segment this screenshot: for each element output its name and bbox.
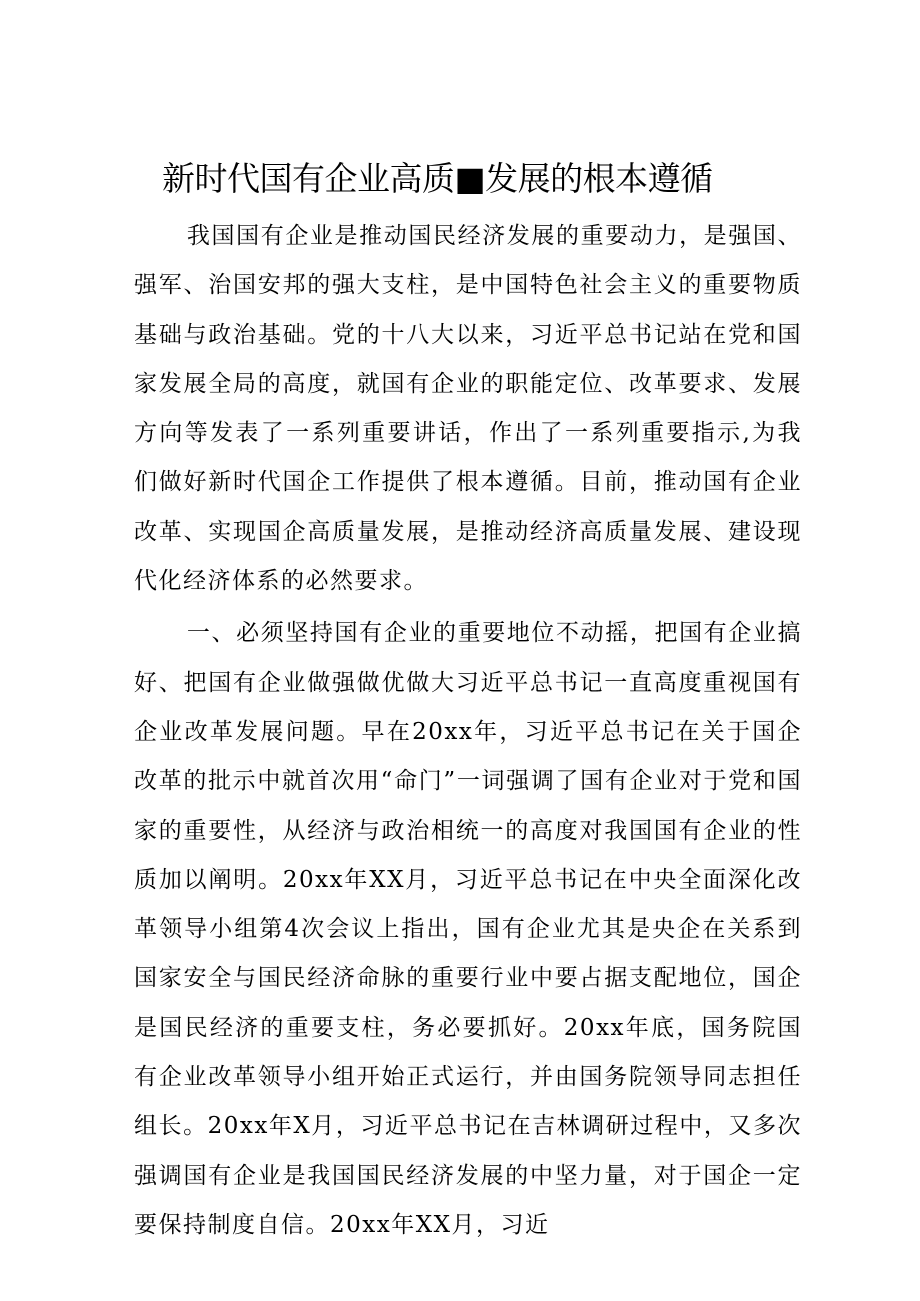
paragraph-intro: 我国国有企业是推动国民经济发展的重要动力，是强国、强军、治国安邦的强大支柱，是中国特色社会主义的重要物质基础与政治基础。党的十八大以来，习近平总书记站在党和国家发展全局的高度，就国有企业的职能定位、改革要求、发展方向等发表了一系列重要讲话，作出了一系列重要指示,为我们做好新时代国企工作提供了根本遵循。目前，推动国有企业改革、实现国企高质量发展，是推动经济高质量发展、建设现代化经济体系的必然要求。	[134, 223, 802, 595]
document-body	[134, 212, 802, 1253]
document-title: 新时代国有企业高质■发展的根本遵循	[162, 159, 713, 198]
paragraph-section-1: 一、必须坚持国有企业的重要地位不动摇，把国有企业搞好、把国有企业做强做优做大习近平总书记一直高度重视国有企业改革发展问题。早在20xx年，习近平总书记在关于国企改革的批示中就首次用“命门”一词强调了国有企业对于党和国家的重要性，从经济与政治相统一的高度对我国国有企业的性质加以阐明。20xx年XX月，习近平总书记在中央全面深化改革领导小组第4次会议上指出，国有企业尤其是央企在关系到国家安全与国民经济命脉的重要行业中要占据支配地位，国企是国民经济的重要支柱，务必要抓好。20xx年底，国务院国有企业改革领导小组开始正式运行，并由国务院领导同志担任组长。20xx年X月，习近平总书记在吉林调研过程中，又多次强调国有企业是我国国民经济发展的中坚力量，对于国企一定要保持制度自信。20xx年XX月，习近	[134, 620, 802, 1238]
